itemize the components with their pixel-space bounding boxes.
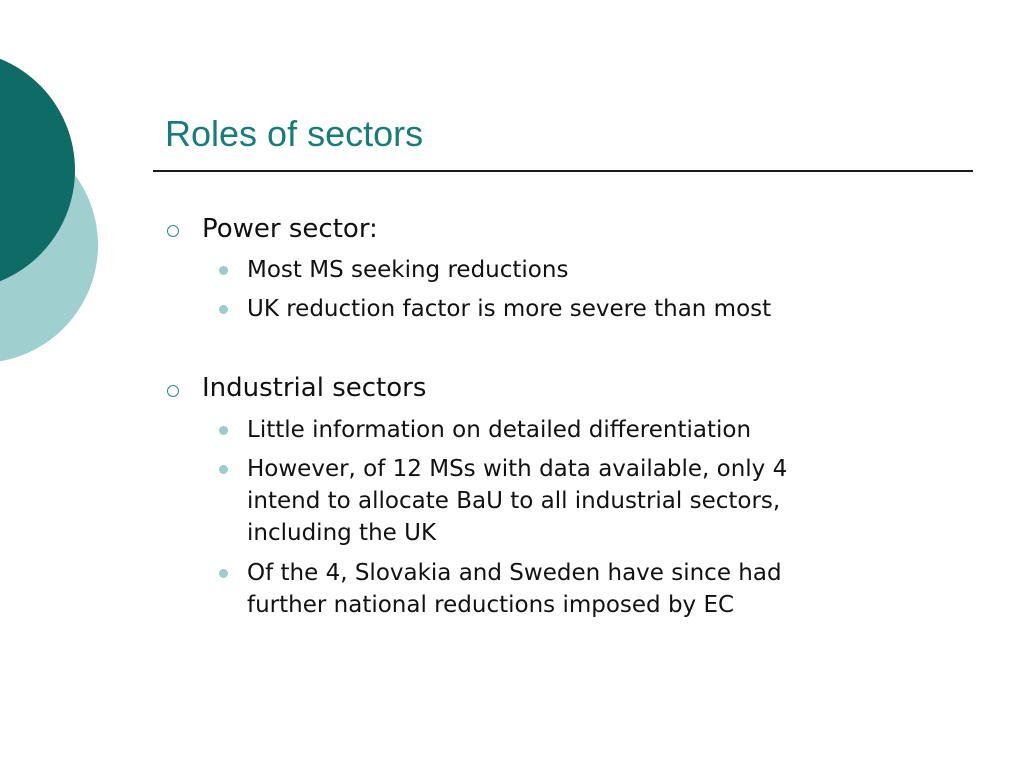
dot-bullet-icon: [219, 426, 228, 435]
dot-bullet-icon: [219, 266, 228, 275]
bullet-text-line: further national reductions imposed by EC: [247, 592, 735, 618]
section-heading-power: Power sector:: [202, 214, 378, 244]
bullet-text-line: including the UK: [247, 520, 437, 546]
bullet-text-line: Most MS seeking reductions: [247, 257, 569, 283]
bullet-text-line: UK reduction factor is more severe than most: [247, 296, 772, 322]
hollow-circle-bullet-icon: [167, 385, 179, 397]
hollow-circle-bullet-icon: [167, 225, 179, 237]
slide-title: Roles of sectors: [165, 113, 424, 154]
bullet-item: [247, 557, 947, 621]
bullet-item: [247, 414, 947, 446]
bullet-item: [247, 293, 947, 325]
bullet-text-line: intend to allocate BaU to all industrial sectors,: [247, 488, 781, 514]
bullet-item: [247, 453, 947, 549]
section-heading-industrial: Industrial sectors: [202, 373, 427, 403]
bullet-text-line: However, of 12 MSs with data available, only 4: [247, 456, 788, 482]
dot-bullet-icon: [219, 465, 228, 474]
bullet-text-line: Little information on detailed differentiation: [247, 417, 752, 443]
dot-bullet-icon: [219, 305, 228, 314]
bullet-item: [247, 254, 947, 286]
dot-bullet-icon: [219, 569, 228, 578]
bullet-text-line: Of the 4, Slovakia and Sweden have since had: [247, 560, 782, 586]
